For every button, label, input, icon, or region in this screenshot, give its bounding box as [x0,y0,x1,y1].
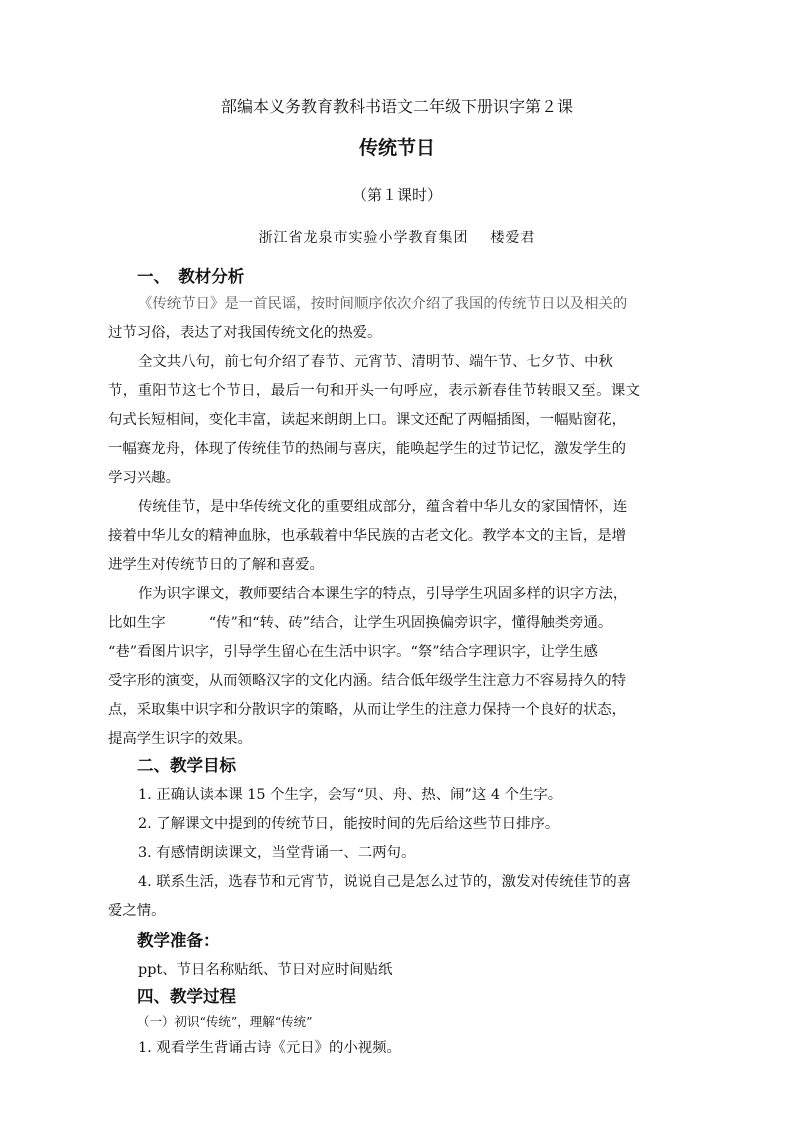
lesson-subtitle: 部编本义务教育教科书语文二年级下册识字第２课 [220,97,573,116]
section-heading-process: 四、教学过程 [137,987,236,1006]
goal-item: 3. 有感情朗读课文，当堂背诵一、二两句。 [138,845,416,861]
author-line [0,227,794,247]
paragraph-line: 节，重阳节这七个节日，最后一句和开头一句呼应，表示新春佳节转眼又至。课文 [108,383,641,399]
paragraph-line: 《传统节日》是一首民谣，按时间顺序依次介绍了我国的传统节日以及相关的 [138,296,628,312]
process-subheading: （一）初识“传统”，理解“传统” [137,1014,313,1029]
paragraph-line: 点，采取集中识字和分散识字的策略，从而让学生的注意力保持一个良好的状态， [108,702,627,718]
paragraph-line: 过节习俗，表达了对我国传统文化的热爱。 [108,325,382,341]
preparation-text: ppt、节日名称贴纸、节日对应时间贴纸 [138,962,393,978]
section-heading-analysis: 一、 教材分析 [137,267,245,286]
goal-item: 1. 正确认读本课 15 个生字，会写“贝、舟、热、闹”这 4 个生字。 [138,787,563,803]
goal-item: 2. 了解课文中提到的传统节日，能按时间的先后给这些节日排序。 [138,816,560,832]
process-item: 1. 观看学生背诵古诗《元日》的小视频。 [138,1040,401,1056]
paragraph-line: 传统佳节，是中华传统文化的重要组成部分，蕴含着中华儿女的家国情怀，连 [138,499,628,515]
paragraph-line: 提高学生识字的效果。 [108,731,252,747]
paragraph-line: 比如生字 “传”和“转、砖”结合，让学生巩固换偏旁识字，懂得触类旁通。 [108,615,613,631]
page-title: 传统节日 [358,137,435,159]
paragraph-line: 进学生对传统节日的了解和喜爱。 [108,557,324,573]
paragraph-line: 受字形的演变，从而领略汉字的文化内涵。结合低年级学生注意力不容易持久的特 [108,673,627,689]
paragraph-line: 作为识字课文，教师要结合本课生字的特点，引导学生巩固多样的识字方法， [138,586,628,602]
paragraph-line: 句式长短相间，变化丰富，读起来朗朗上口。课文还配了两幅插图，一幅贴窗花， [108,412,627,428]
paragraph-line: 学习兴趣。 [108,470,180,486]
paragraph-line: 接着中华儿女的精神血脉，也承载着中华民族的古老文化。教学本文的主旨，是增 [108,528,627,544]
goal-item: 4. 联系生活，选春节和元宵节，说说自己是怎么过节的，激发对传统佳节的喜 [138,874,632,890]
paragraph-line: 全文共八句，前七句介绍了春节、元宵节、清明节、端午节、七夕节、中秋 [138,354,613,370]
section-heading-preparation: 教学准备： [137,931,220,950]
goal-item: 爱之情。 [108,903,166,919]
author-organization: 浙江省龙泉市实验小学教育集团 [258,230,469,246]
paragraph-line: “巷”看图片识字，引导学生留心在生活中识字。“祭”结合字理识字，让学生感 [108,644,598,660]
paragraph-line: 一幅赛龙舟，体现了传统佳节的热闹与喜庆，能唤起学生的过节记忆，激发学生的 [108,441,627,457]
section-heading-goals: 二、教学目标 [137,756,236,775]
author-name: 楼爱君 [490,230,536,246]
lesson-period: （第１课时） [351,186,442,204]
